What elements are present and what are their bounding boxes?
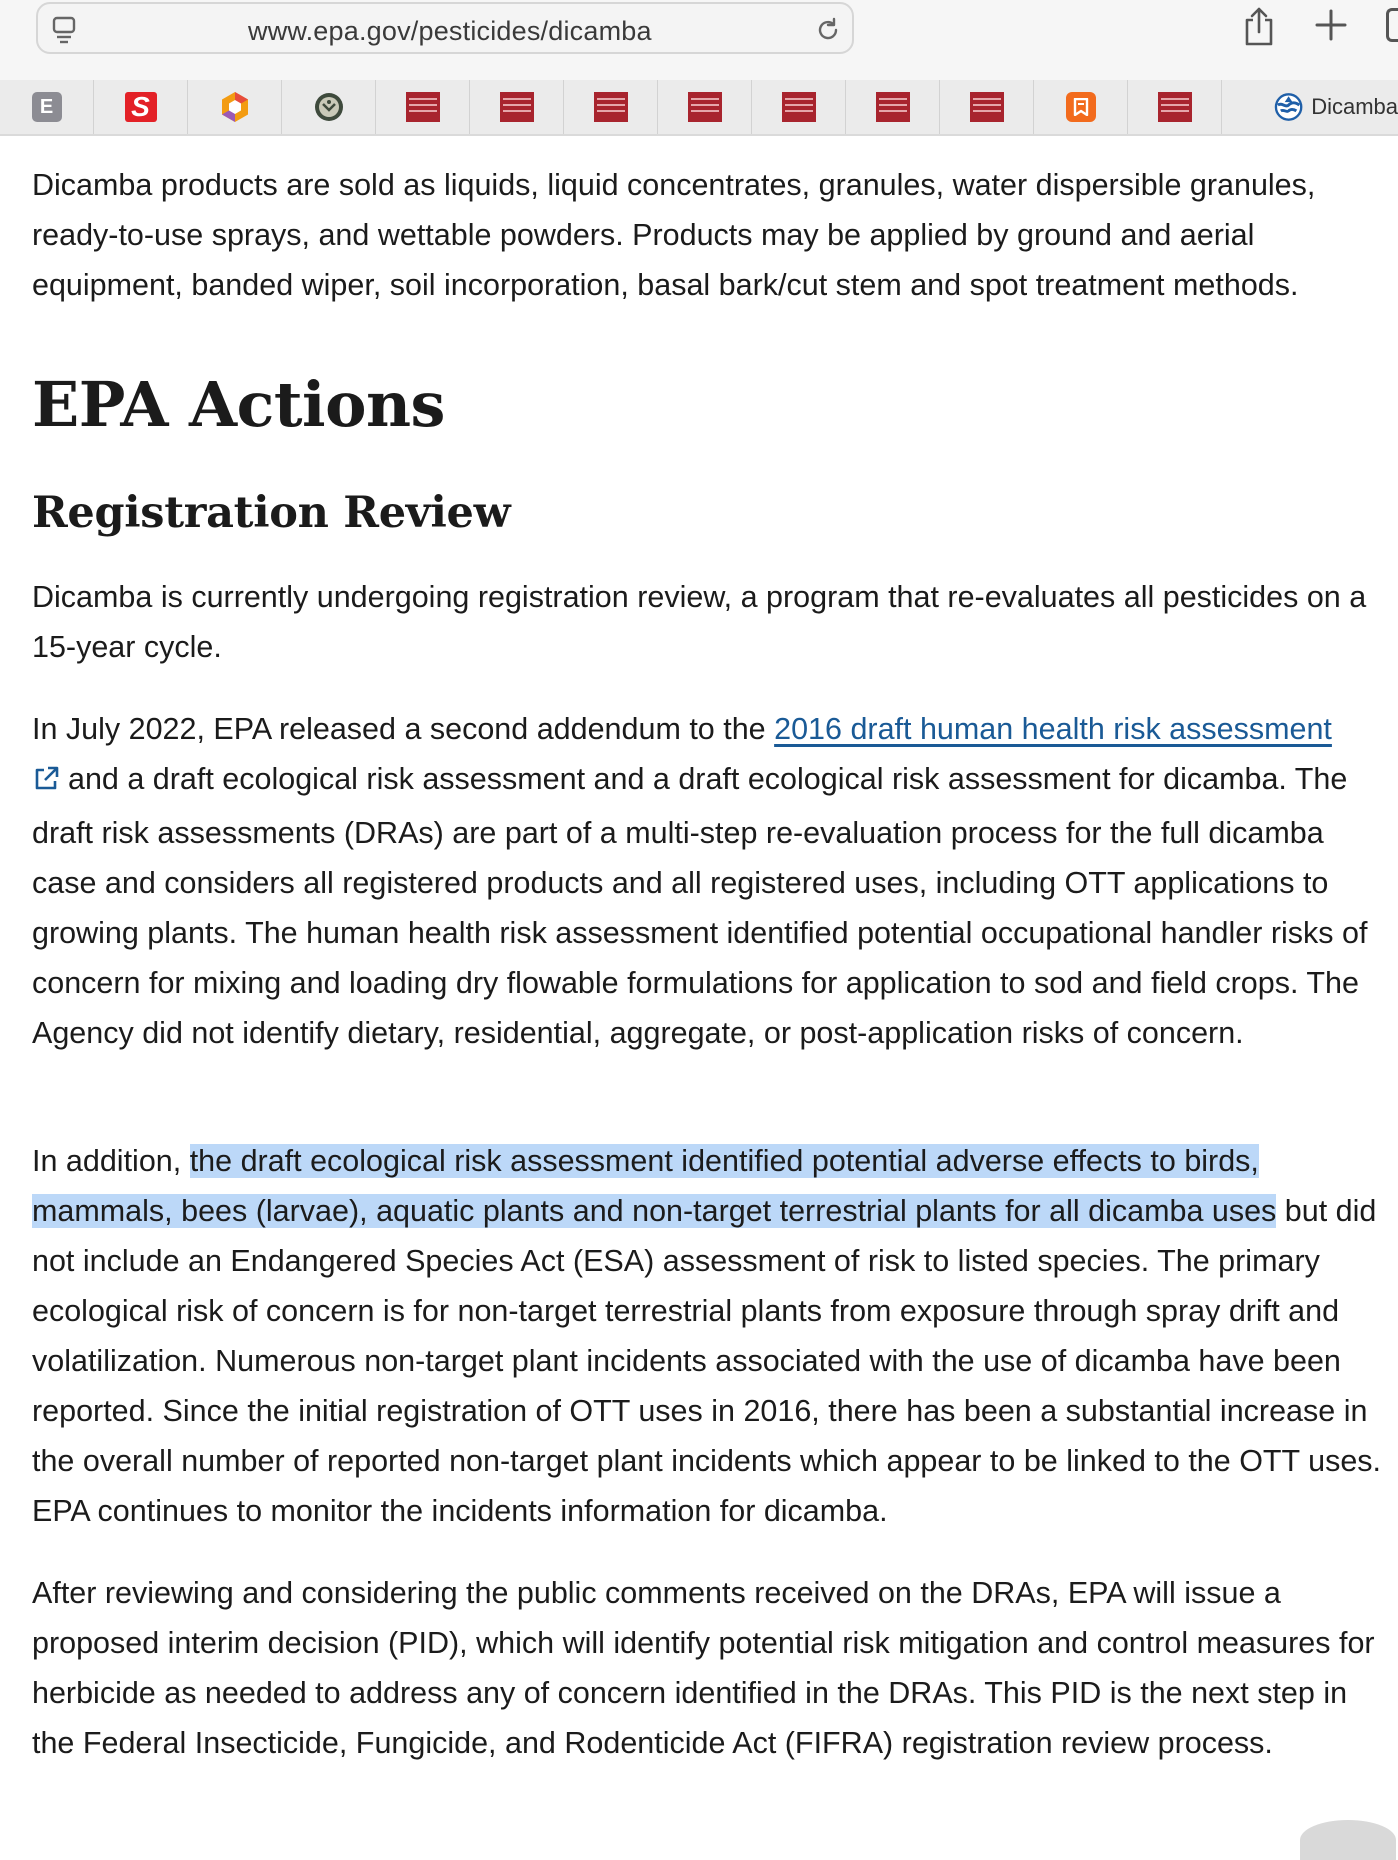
address-bar[interactable] <box>36 2 854 54</box>
july-paragraph <box>32 704 1382 1058</box>
favorite-item[interactable] <box>188 80 282 134</box>
risk-assessment-link[interactable]: 2016 draft human health risk assessment <box>774 712 1332 746</box>
url-text[interactable]: www.epa.gov/pesticides/dicamba <box>248 16 652 46</box>
article-thumbnail-icon <box>782 92 816 122</box>
epa-logo-icon <box>1274 92 1303 122</box>
addition-paragraph <box>32 1136 1382 1536</box>
favorite-item[interactable] <box>0 80 94 134</box>
hexagon-logo-icon <box>218 90 252 124</box>
july-paragraph-lead: In July 2022, EPA released a second addendum to the <box>32 712 775 746</box>
july-paragraph-body: and a draft ecological risk assessment and a draft ecological risk assessment for dicamba. The draft risk assessments (DRAs) are part of a multi-step re-evaluation process for the full dicamba case and considers all registered products and all registered uses, including OTT applications to growing plants. The human health risk assessment identified potential occupational handler risks of concern for mixing and loading dry flowable formulations for application to sod and field crops. The Agency did not identify dietary, residential, aggregate, or post-application risks of concern. <box>32 762 1368 1050</box>
s-logo-icon: S <box>125 92 157 122</box>
addition-paragraph-body: but did not include an Endangered Species Act (ESA) assessment of risk to listed species. The primary ecological risk of concern is for non-target terrestrial plants from exposure through spray drift and volatilization. Numerous non-target plant incidents associated with the use of dicamba have been reported. Since the initial registration of OTT uses in 2016, there has been a substantial increase in the overall number of reported non-target plant incidents which appear to be linked to the OTT uses. EPA continues to monitor the incidents information for dicamba. <box>32 1194 1381 1528</box>
favorites-bar <box>0 80 1398 136</box>
article-thumbnail-icon <box>876 92 910 122</box>
intro-paragraph: Dicamba products are sold as liquids, liquid concentrates, granules, water dispersible granules, ready-to-use sprays, and wettable powders. Products may be applied by ground and aerial equipment, banded wiper, soil incorporation, basal bark/cut stem and spot treatment methods. <box>32 168 1316 302</box>
reload-icon[interactable] <box>814 16 842 49</box>
favorite-item[interactable] <box>376 80 470 134</box>
favorite-item[interactable] <box>470 80 564 134</box>
new-tab-icon[interactable] <box>1314 8 1348 47</box>
article-thumbnail-icon <box>500 92 534 122</box>
review-paragraph: Dicamba is currently undergoing registration review, a program that re-evaluates all pesticides on a 15-year cycle. <box>32 580 1367 664</box>
favorite-item[interactable] <box>940 80 1034 134</box>
favorite-item[interactable] <box>1128 80 1222 134</box>
favorite-item[interactable] <box>1034 80 1128 134</box>
article-thumbnail-icon <box>406 92 440 122</box>
article-thumbnail-icon <box>688 92 722 122</box>
page-heading: EPA Actions <box>32 368 445 441</box>
favorite-item[interactable] <box>658 80 752 134</box>
tab-overview-icon[interactable] <box>52 16 76 49</box>
bookmark-icon <box>1066 92 1096 122</box>
article-thumbnail-icon <box>1158 92 1192 122</box>
tab-overview-edge-icon[interactable] <box>1386 8 1398 42</box>
pid-paragraph: After reviewing and considering the public comments received on the DRAs, EPA will issue a proposed interim decision (PID), which will identify potential risk mitigation and control measures for herbicide as needed to address any of concern identified in the DRAs. This PID is the next step in the Federal Insecticide, Fungicide, and Rodenticide Act (FIFRA) registration review process. <box>32 1576 1375 1760</box>
active-tab[interactable] <box>1226 80 1398 134</box>
e-letter-icon: E <box>32 92 62 122</box>
browser-toolbar <box>0 0 1398 80</box>
favorite-item[interactable] <box>564 80 658 134</box>
share-icon[interactable] <box>1242 6 1276 53</box>
addition-paragraph-lead: In addition, <box>32 1144 190 1178</box>
favorite-item[interactable] <box>94 80 188 134</box>
floating-button[interactable] <box>1300 1820 1396 1860</box>
favorite-item[interactable] <box>752 80 846 134</box>
favorite-item[interactable] <box>846 80 940 134</box>
external-link-icon[interactable] <box>32 758 60 808</box>
highlighted-selection[interactable]: the draft ecological risk assessment identified potential adverse effects to birds, mammals, bees (larvae), aquatic plants and non-target terrestrial plants for all dicamba uses <box>32 1144 1277 1228</box>
seal-icon <box>313 91 345 123</box>
favorite-item[interactable] <box>282 80 376 134</box>
section-heading: Registration Review <box>32 488 511 538</box>
active-tab-label: Dicamba <box>1311 94 1398 119</box>
article-thumbnail-icon <box>970 92 1004 122</box>
article-thumbnail-icon <box>594 92 628 122</box>
